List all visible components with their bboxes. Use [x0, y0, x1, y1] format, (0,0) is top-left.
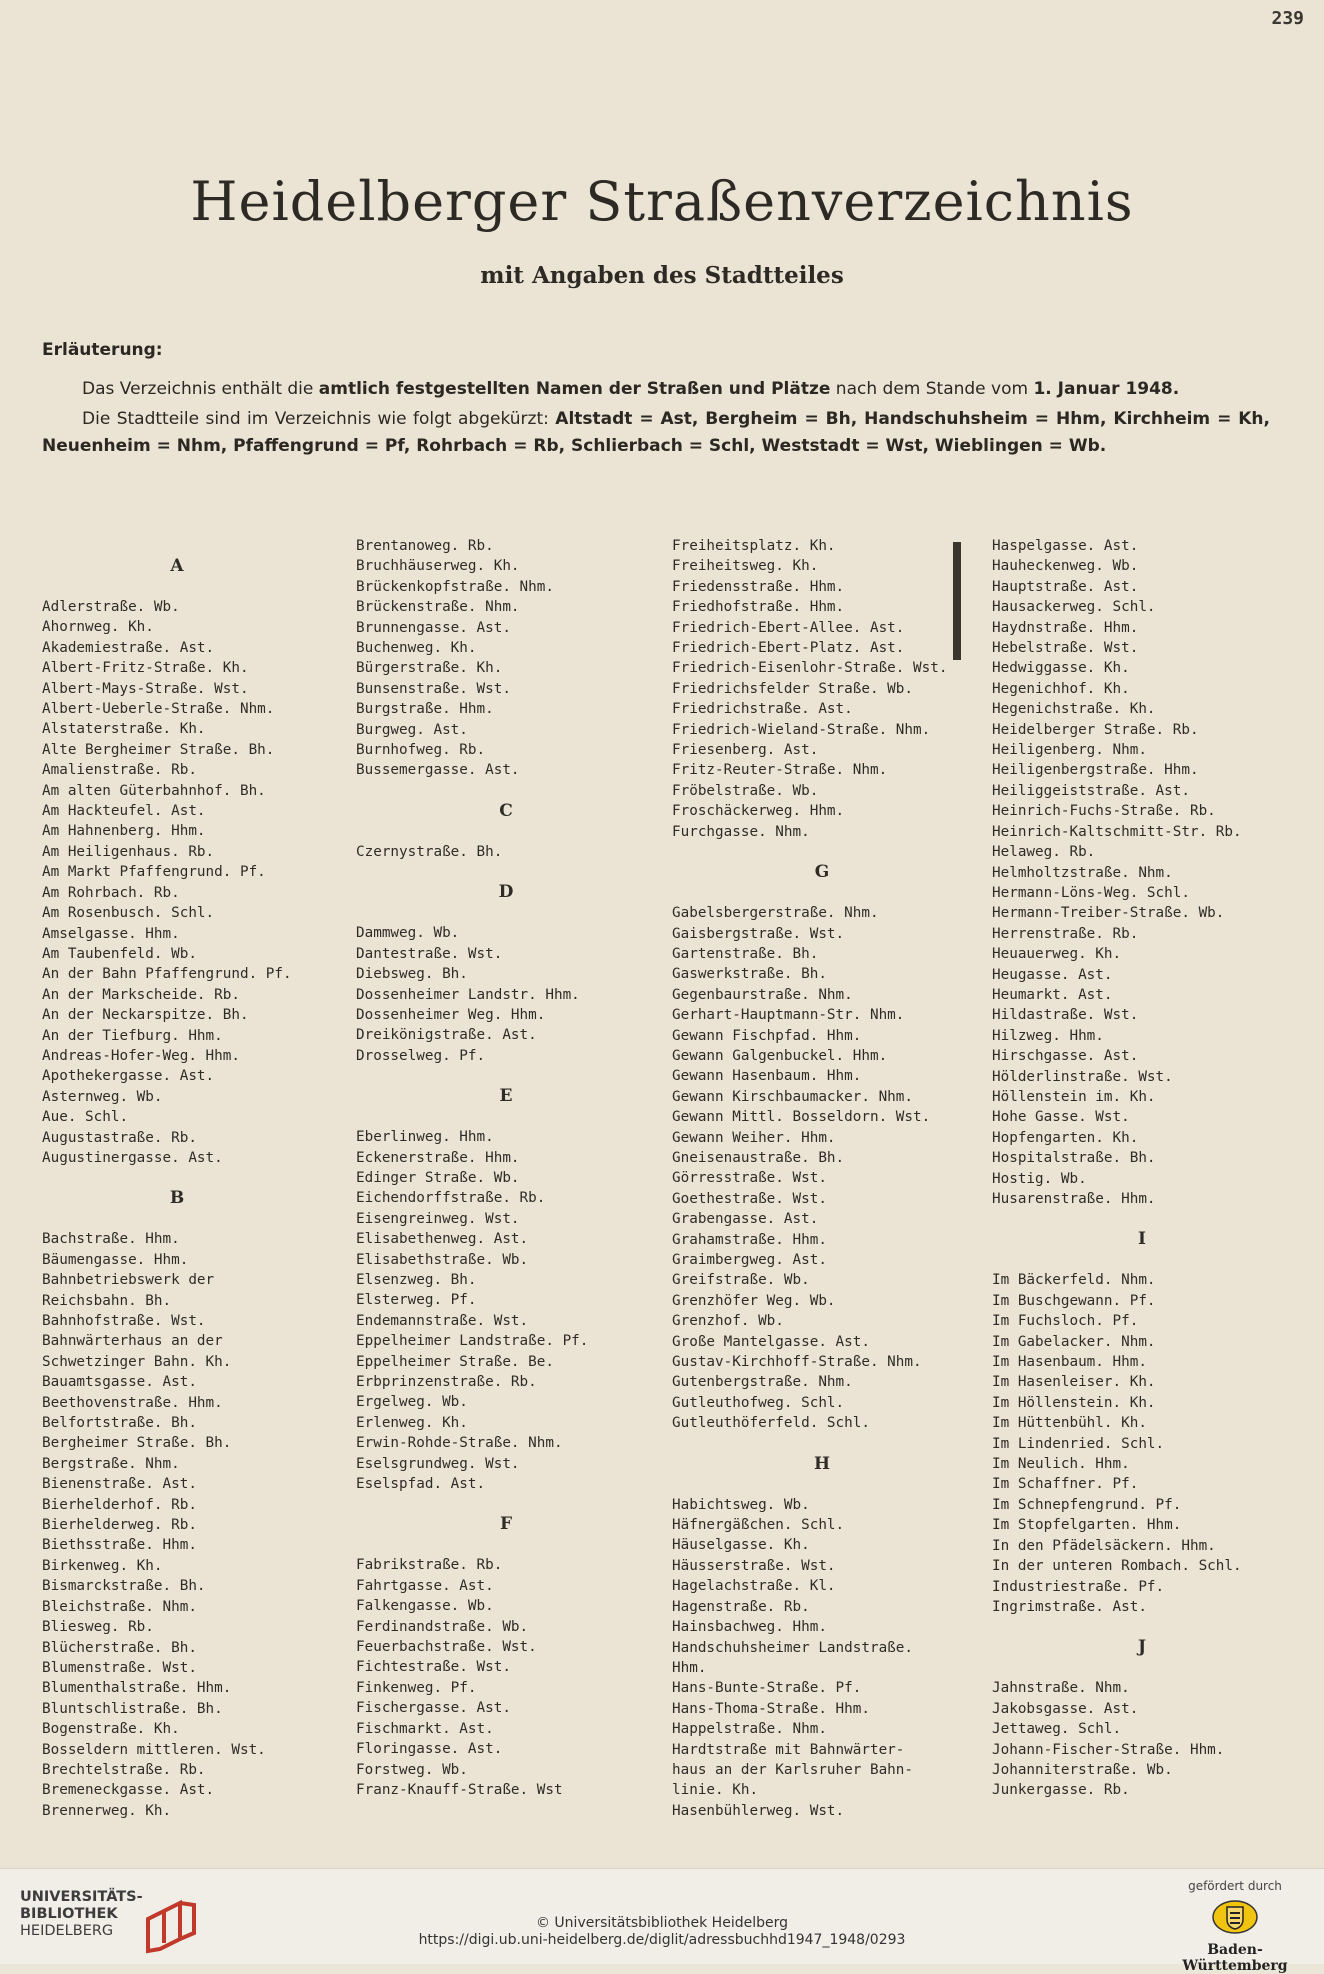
street-entry: Erwin-Rohde-Straße. Nhm.: [356, 1435, 563, 1452]
street-entry: Endemannstraße. Wst.: [356, 1312, 529, 1329]
street-entry: Friedrichstraße. Ast.: [672, 701, 853, 718]
street-entry: Eckenerstraße. Hhm.: [356, 1149, 520, 1166]
street-entry: Bürgerstraße. Kh.: [356, 660, 503, 677]
street-entry: Schwetzinger Bahn. Kh.: [42, 1353, 232, 1370]
section-letter: C: [499, 800, 513, 821]
street-entry: Bogenstraße. Kh.: [42, 1721, 180, 1738]
state-crest-icon: [1210, 1899, 1260, 1935]
street-entry: Bauamtsgasse. Ast.: [42, 1374, 197, 1391]
street-entry: Dossenheimer Landstr. Hhm.: [356, 986, 580, 1003]
street-entry: Blumenthalstraße. Hhm.: [42, 1680, 232, 1697]
street-entry: Heidelberger Straße. Rb.: [992, 721, 1199, 738]
street-entry: Heiligenberg. Nhm.: [992, 742, 1147, 759]
street-entry: Am alten Güterbahnhof. Bh.: [42, 782, 266, 799]
street-entry: Grabengasse. Ast.: [672, 1211, 819, 1228]
street-entry: Im Hasenbaum. Hhm.: [992, 1354, 1147, 1371]
funding-logo[interactable]: [1170, 1879, 1300, 1974]
street-entry: Augustinergasse. Ast.: [42, 1149, 223, 1166]
street-entry: Junkergasse. Rb.: [992, 1782, 1130, 1799]
street-entry: Heuauerweg. Kh.: [992, 946, 1122, 963]
street-entry: Im Neulich. Hhm.: [992, 1456, 1130, 1473]
street-entry: Hausackerweg. Schl.: [992, 599, 1156, 616]
street-entry: Hilzweg. Hhm.: [992, 1027, 1104, 1044]
street-entry: Helaweg. Rb.: [992, 844, 1096, 861]
street-entry: Gutleuthöferfeld. Schl.: [672, 1415, 870, 1432]
street-entry: Brückenkopfstraße. Nhm.: [356, 578, 554, 595]
street-entry: Furchgasse. Nhm.: [672, 823, 810, 840]
street-entry: Friedrich-Eisenlohr-Straße. Wst.: [672, 660, 948, 677]
street-entry: Eppelheimer Landstraße. Pf.: [356, 1333, 589, 1350]
street-entry: Diebsweg. Bh.: [356, 966, 468, 983]
street-entry: Gustav-Kirchhoff-Straße. Nhm.: [672, 1354, 922, 1371]
street-entry: Helmholtzstraße. Nhm.: [992, 864, 1173, 881]
page-subtitle: mit Angaben des Stadtteiles: [480, 262, 844, 289]
street-entry: Heugasse. Ast.: [992, 966, 1113, 983]
street-entry: Im Bäckerfeld. Nhm.: [992, 1272, 1156, 1289]
street-entry: Akademiestraße. Ast.: [42, 639, 215, 656]
street-entry: Albert-Ueberle-Straße. Nhm.: [42, 701, 275, 718]
street-entry: Edinger Straße. Wb.: [356, 1169, 520, 1186]
street-entry: Gewann Galgenbuckel. Hhm.: [672, 1047, 888, 1064]
street-entry: Friedensstraße. Hhm.: [672, 578, 845, 595]
street-entry: Elisabethstraße. Wb.: [356, 1251, 529, 1268]
street-entry: Große Mantelgasse. Ast.: [672, 1333, 870, 1350]
section-letter: A: [170, 556, 184, 576]
street-entry: Bahnhofstraße. Wst.: [42, 1313, 206, 1329]
street-entry: Finkenweg. Pf.: [356, 1679, 477, 1696]
street-entry: Amalienstraße. Rb.: [42, 762, 197, 779]
street-entry: Brechtelstraße. Rb.: [42, 1761, 206, 1778]
street-entry: Friedhofstraße. Hhm.: [672, 599, 845, 616]
street-entry: Jakobsgasse. Ast.: [992, 1700, 1139, 1717]
street-entry: Adlerstraße. Wb.: [42, 599, 180, 615]
street-entry: Albert-Mays-Straße. Wst.: [42, 680, 249, 697]
street-entry: Eselsgrundweg. Wst.: [356, 1455, 520, 1472]
street-entry: Aue. Schl.: [42, 1109, 129, 1126]
street-entry: Eppelheimer Straße. Be.: [356, 1353, 554, 1370]
street-entry: Husarenstraße. Hhm.: [992, 1191, 1156, 1207]
street-column-1: [42, 536, 312, 1821]
street-entry: Blücherstraße. Bh.: [42, 1639, 197, 1656]
funded-by-text: gefördert durch: [1188, 1879, 1282, 1893]
street-entry: Bahnbetriebswerk der: [42, 1272, 215, 1289]
street-entry: Johanniterstraße. Wb.: [992, 1761, 1173, 1778]
street-entry: Elsenzweg. Bh.: [356, 1271, 477, 1288]
street-entry: Hainsbachweg. Hhm.: [672, 1619, 827, 1636]
street-entry: Häuselgasse. Kh.: [672, 1537, 810, 1554]
street-entry: Hagelachstraße. Kl.: [672, 1578, 836, 1595]
street-entry: Heumarkt. Ast.: [992, 986, 1113, 1003]
street-entry: Im Fuchsloch. Pf.: [992, 1313, 1139, 1330]
section-letter: B: [169, 1188, 185, 1209]
street-entry: Hardtstraße mit Bahnwärter-: [672, 1741, 905, 1758]
street-entry: Hauheckenweg. Wb.: [992, 558, 1139, 575]
street-entry: Im Hasenleiser. Kh.: [992, 1374, 1156, 1391]
street-entry: Bienenstraße. Ast.: [42, 1476, 197, 1493]
street-entry: Burgweg. Ast.: [356, 721, 468, 738]
street-entry: Bussemergasse. Ast.: [356, 762, 520, 779]
street-entry: Buchenweg. Kh.: [356, 640, 477, 657]
street-entry: Falkengasse. Wb.: [356, 1598, 494, 1615]
street-entry: In den Pfädelsäckern. Hhm.: [992, 1537, 1216, 1554]
street-entry: Hirschgasse. Ast.: [992, 1048, 1139, 1065]
street-entry: Bleichstraße. Nhm.: [42, 1598, 197, 1615]
footer: [0, 1868, 1324, 1974]
street-entry: Häfnergäßchen. Schl.: [672, 1517, 845, 1534]
street-entry: Hans-Bunte-Straße. Pf.: [672, 1680, 862, 1697]
street-entry: Industriestraße. Pf.: [992, 1578, 1165, 1595]
street-entry: Gewann Kirschbaumacker. Nhm.: [672, 1088, 914, 1105]
street-entry: Floringasse. Ast.: [356, 1741, 503, 1758]
street-entry: Ingrimstraße. Ast.: [992, 1598, 1147, 1615]
street-entry: Heinrich-Kaltschmitt-Str. Rb.: [992, 823, 1242, 840]
copyright-block: [0, 1915, 1324, 1949]
library-name-line-2: BIBLIOTHEK: [20, 1906, 118, 1922]
margin-ink-mark: [953, 542, 961, 660]
state-name: Baden-Württemberg: [1182, 1942, 1288, 1974]
street-entry: Bosseldern mittleren. Wst.: [42, 1741, 266, 1758]
street-entry: Fahrtgasse. Ast.: [356, 1577, 494, 1594]
street-entry: Bruchhäuserweg. Kh.: [356, 558, 520, 575]
street-entry: Gewann Fischpfad. Hhm.: [672, 1027, 862, 1044]
street-entry: Jettaweg. Schl.: [992, 1721, 1122, 1738]
street-entry: Im Lindenried. Schl.: [992, 1435, 1165, 1452]
street-entry: Friedrich-Ebert-Platz. Ast.: [672, 640, 905, 657]
street-entry: Amselgasse. Hhm.: [42, 925, 180, 942]
street-entry: Drosselweg. Pf.: [356, 1047, 486, 1064]
page-title: Heidelberger Straßenverzeichnis: [190, 170, 1134, 233]
street-entry: Haspelgasse. Ast.: [992, 538, 1139, 554]
street-entry: Fischmarkt. Ast.: [356, 1720, 494, 1737]
section-letter: E: [499, 1086, 513, 1107]
street-entry: Brunnengasse. Ast.: [356, 619, 511, 636]
street-entry: Grenzhof. Wb.: [672, 1313, 784, 1330]
library-name-line-3: HEIDELBERG: [20, 1923, 114, 1939]
street-entry: Fritz-Reuter-Straße. Nhm.: [672, 762, 888, 779]
street-entry: Am Markt Pfaffengrund. Pf.: [42, 864, 266, 881]
street-entry: Am Hahnenberg. Hhm.: [42, 823, 206, 840]
street-entry: Graimbergweg. Ast.: [672, 1252, 827, 1268]
street-entry: Erbprinzenstraße. Rb.: [356, 1374, 537, 1390]
street-entry: Hhm.: [672, 1659, 707, 1676]
street-entry: Herrenstraße. Rb.: [992, 925, 1139, 942]
street-entry: Gneisenaustraße. Bh.: [672, 1149, 845, 1166]
street-column-3: [672, 536, 972, 1821]
street-entry: Gewann Weiher. Hhm.: [672, 1129, 836, 1146]
street-entry: Apothekergasse. Ast.: [42, 1068, 215, 1085]
street-entry: Hölderlinstraße. Wst.: [992, 1068, 1173, 1085]
street-entry: Handschuhsheimer Landstraße.: [672, 1639, 914, 1656]
street-entry: Am Taubenfeld. Wb.: [42, 945, 197, 962]
library-name-line-1: UNIVERSITÄTS-: [20, 1889, 143, 1905]
street-entry: Fischergasse. Ast.: [356, 1700, 511, 1717]
street-entry: Heiligenbergstraße. Hhm.: [992, 762, 1199, 779]
street-entry: Im Höllenstein. Kh.: [992, 1394, 1156, 1411]
street-entry: Eberlinweg. Hhm.: [356, 1129, 494, 1146]
street-entry: Gewann Hasenbaum. Hhm.: [672, 1068, 862, 1085]
street-entry: Burnhofweg. Rb.: [356, 742, 486, 759]
street-entry: Hebelstraße. Wst.: [992, 640, 1139, 657]
explanation-paragraph-1: Das Verzeichnis enthält die amtlich festgestellten Namen der Straßen und Plätze nach dem Stande vom 1. Januar 1948.: [82, 379, 1180, 399]
street-entry: Froschäckerweg. Hhm.: [672, 803, 845, 820]
street-entry: Im Schnepfengrund. Pf.: [992, 1496, 1182, 1513]
street-entry: Biethsstraße. Hhm.: [42, 1537, 197, 1554]
street-entry: Eselspfad. Ast.: [356, 1476, 486, 1493]
street-entry: Czernystraße. Bh.: [356, 843, 503, 860]
street-entry: Bismarckstraße. Bh.: [42, 1578, 206, 1595]
street-entry: An der Neckarspitze. Bh.: [42, 1007, 249, 1024]
street-column-4: [992, 536, 1292, 1801]
section-letter: G: [814, 862, 830, 883]
street-entry: Im Hüttenbühl. Kh.: [992, 1415, 1147, 1432]
street-entry: Gaswerkstraße. Bh.: [672, 966, 827, 983]
copyright-text: © Universitätsbibliothek Heidelberg: [535, 1915, 788, 1931]
street-entry: Hagenstraße. Rb.: [672, 1598, 810, 1615]
street-entry: Blumenstraße. Wst.: [42, 1659, 197, 1676]
street-entry: Bäumengasse. Hhm.: [42, 1251, 189, 1268]
street-entry: Gartenstraße. Bh.: [672, 945, 819, 962]
street-entry: Fichtestraße. Wst.: [356, 1659, 511, 1676]
street-entry: Forstweg. Wb.: [356, 1761, 468, 1778]
street-entry: Dreikönigstraße. Ast.: [356, 1027, 537, 1044]
street-entry: Höllenstein im. Kh.: [992, 1088, 1156, 1105]
street-entry: Haydnstraße. Hhm.: [992, 619, 1139, 636]
street-entry: Hauptstraße. Ast.: [992, 578, 1139, 595]
street-entry: Hans-Thoma-Straße. Hhm.: [672, 1700, 870, 1717]
street-entry: Albert-Fritz-Straße. Kh.: [42, 660, 249, 677]
section-letter: D: [498, 882, 514, 903]
street-entry: Grahamstraße. Hhm.: [672, 1231, 827, 1248]
street-entry: Im Stopfelgarten. Hhm.: [992, 1517, 1182, 1534]
street-entry: Am Rohrbach. Rb.: [42, 884, 180, 901]
street-entry: Dantestraße. Wst.: [356, 945, 503, 962]
street-entry: Friedrich-Ebert-Allee. Ast.: [672, 619, 905, 636]
street-entry: Erlenweg. Kh.: [356, 1414, 468, 1431]
street-entry: Gabelsbergerstraße. Nhm.: [672, 905, 879, 922]
street-entry: Hospitalstraße. Bh.: [992, 1150, 1156, 1167]
page-number: 239: [1271, 8, 1304, 29]
street-entry: Hasenbühlerweg. Wst.: [672, 1802, 845, 1819]
street-entry: Bierhelderhof. Rb.: [42, 1496, 197, 1513]
street-entry: Im Gabelacker. Nhm.: [992, 1333, 1156, 1350]
street-entry: Andreas-Hofer-Weg. Hhm.: [42, 1047, 240, 1064]
street-entry: Ahornweg. Kh.: [42, 619, 154, 636]
street-entry: Dossenheimer Weg. Hhm.: [356, 1006, 546, 1023]
permalink-url[interactable]: https://digi.ub.uni-heidelberg.de/diglit/adressbuchhd1947_1948/0293: [418, 1932, 906, 1948]
street-entry: Hopfengarten. Kh.: [992, 1129, 1139, 1146]
street-entry: Gutleuthofweg. Schl.: [672, 1394, 845, 1411]
street-entry: Bremeneckgasse. Ast.: [42, 1782, 215, 1799]
street-entry: Gewann Mittl. Bosseldorn. Wst.: [672, 1109, 931, 1126]
street-entry: Fröbelstraße. Wb.: [672, 782, 819, 799]
street-entry: Görresstraße. Wst.: [672, 1170, 827, 1187]
street-entry: Ferdinandstraße. Wb.: [356, 1618, 529, 1635]
street-entry: Reichsbahn. Bh.: [42, 1292, 172, 1309]
street-entry: An der Tiefburg. Hhm.: [42, 1027, 223, 1044]
explanation-heading: Erläuterung:: [42, 340, 163, 360]
street-entry: Happelstraße. Nhm.: [672, 1721, 827, 1738]
street-entry: Brückenstraße. Nhm.: [356, 599, 520, 616]
street-entry: Fabrikstraße. Rb.: [356, 1557, 503, 1574]
street-entry: Im Buschgewann. Pf.: [992, 1292, 1156, 1309]
street-entry: Hegenichhof. Kh.: [992, 680, 1130, 697]
street-entry: Bachstraße. Hhm.: [42, 1231, 180, 1248]
street-entry: Friesenberg. Ast.: [672, 742, 819, 759]
street-entry: Bunsenstraße. Wst.: [356, 680, 511, 697]
street-entry: Elisabethenweg. Ast.: [356, 1231, 529, 1248]
street-entry: Friedrich-Wieland-Straße. Nhm.: [672, 721, 931, 738]
street-entry: Feuerbachstraße. Wst.: [356, 1639, 537, 1656]
street-entry: Johann-Fischer-Straße. Hhm.: [992, 1741, 1225, 1758]
street-entry: Heinrich-Fuchs-Straße. Rb.: [992, 803, 1216, 820]
street-entry: Beethovenstraße. Hhm.: [42, 1394, 223, 1411]
street-entry: Bliesweg. Rb.: [42, 1619, 154, 1636]
street-entry: Burgstraße. Hhm.: [356, 701, 494, 718]
street-entry: Hildastraße. Wst.: [992, 1007, 1139, 1024]
street-entry: Brentanoweg. Rb.: [356, 538, 494, 554]
street-entry: Hohe Gasse. Wst.: [992, 1109, 1130, 1126]
street-entry: Brennerweg. Kh.: [42, 1802, 172, 1819]
street-column-2: [356, 536, 656, 1800]
street-entry: Am Rosenbusch. Schl.: [42, 905, 215, 922]
street-entry: Bergstraße. Nhm.: [42, 1455, 180, 1472]
street-entry: Grenzhöfer Weg. Wb.: [672, 1292, 836, 1309]
street-entry: Asternweg. Wb.: [42, 1088, 163, 1105]
street-entry: Freiheitsplatz. Kh.: [672, 538, 836, 554]
street-entry: Alstaterstraße. Kh.: [42, 721, 206, 738]
street-entry: Häusserstraße. Wst.: [672, 1557, 836, 1574]
street-entry: linie. Kh.: [672, 1782, 759, 1799]
street-entry: Hostig. Wb.: [992, 1170, 1087, 1187]
street-entry: Hermann-Löns-Weg. Schl.: [992, 884, 1190, 901]
street-entry: Habichtsweg. Wb.: [672, 1496, 810, 1513]
street-entry: Jahnstraße. Nhm.: [992, 1680, 1130, 1697]
street-entry: Dammweg. Wb.: [356, 925, 460, 942]
explanation-paragraph-2: Die Stadtteile sind im Verzeichnis wie folgt abgekürzt: Altstadt = Ast, Bergheim = Bh, Handschuhsheim = Hhm, Kirchheim = Kh, Neuenheim = Nhm, Pfaffengrund = Pf, Rohrbach = Rb, Schlierbach = Schl, Weststadt = Wst, Wieblingen = Wb.: [42, 409, 1270, 456]
street-entry: Eisengreinweg. Wst.: [356, 1210, 520, 1227]
street-entry: An der Markscheide. Rb.: [42, 986, 240, 1003]
section-letter: J: [1137, 1637, 1147, 1658]
street-entry: Elsterweg. Pf.: [356, 1292, 477, 1309]
street-entry: In der unteren Rombach. Schl.: [992, 1558, 1242, 1575]
street-entry: haus an der Karlsruher Bahn-: [672, 1761, 914, 1778]
street-entry: Gutenbergstraße. Nhm.: [672, 1374, 853, 1391]
street-entry: Heiliggeiststraße. Ast.: [992, 782, 1190, 799]
street-entry: Gegenbaurstraße. Nhm.: [672, 986, 853, 1003]
street-entry: Hedwiggasse. Kh.: [992, 660, 1130, 677]
street-entry: Goethestraße. Wst.: [672, 1190, 827, 1207]
street-entry: Hegenichstraße. Kh.: [992, 701, 1156, 718]
street-entry: Belfortstraße. Bh.: [42, 1415, 197, 1432]
street-entry: Im Schaffner. Pf.: [992, 1476, 1139, 1493]
section-letter: H: [813, 1453, 831, 1474]
street-entry: Eichendorffstraße. Rb.: [356, 1190, 546, 1207]
street-entry: Am Heiligenhaus. Rb.: [42, 843, 215, 860]
street-entry: Birkenweg. Kh.: [42, 1557, 163, 1574]
street-entry: Bergheimer Straße. Bh.: [42, 1435, 232, 1452]
street-entry: Hermann-Treiber-Straße. Wb.: [992, 905, 1225, 922]
street-entry: Augustastraße. Rb.: [42, 1129, 197, 1146]
street-entry: Bierhelderweg. Rb.: [42, 1517, 197, 1534]
street-entry: Am Hackteufel. Ast.: [42, 803, 206, 820]
street-entry: Greifstraße. Wb.: [672, 1272, 810, 1289]
street-entry: An der Bahn Pfaffengrund. Pf.: [42, 966, 292, 983]
street-entry: Gerhart-Hauptmann-Str. Nhm.: [672, 1007, 905, 1024]
street-entry: Alte Bergheimer Straße. Bh.: [42, 741, 275, 758]
street-entry: Bahnwärterhaus an der: [42, 1333, 223, 1350]
street-entry: Freiheitsweg. Kh.: [672, 558, 819, 575]
street-entry: Friedrichsfelder Straße. Wb.: [672, 680, 914, 697]
street-entry: Ergelweg. Wb.: [356, 1394, 468, 1411]
section-letter: I: [1138, 1229, 1146, 1250]
section-letter: F: [499, 1514, 513, 1535]
street-entry: Bluntschlistraße. Bh.: [42, 1700, 223, 1717]
street-entry: Franz-Knauff-Straße. Wst: [356, 1781, 563, 1798]
street-entry: Gaisbergstraße. Wst.: [672, 925, 845, 942]
